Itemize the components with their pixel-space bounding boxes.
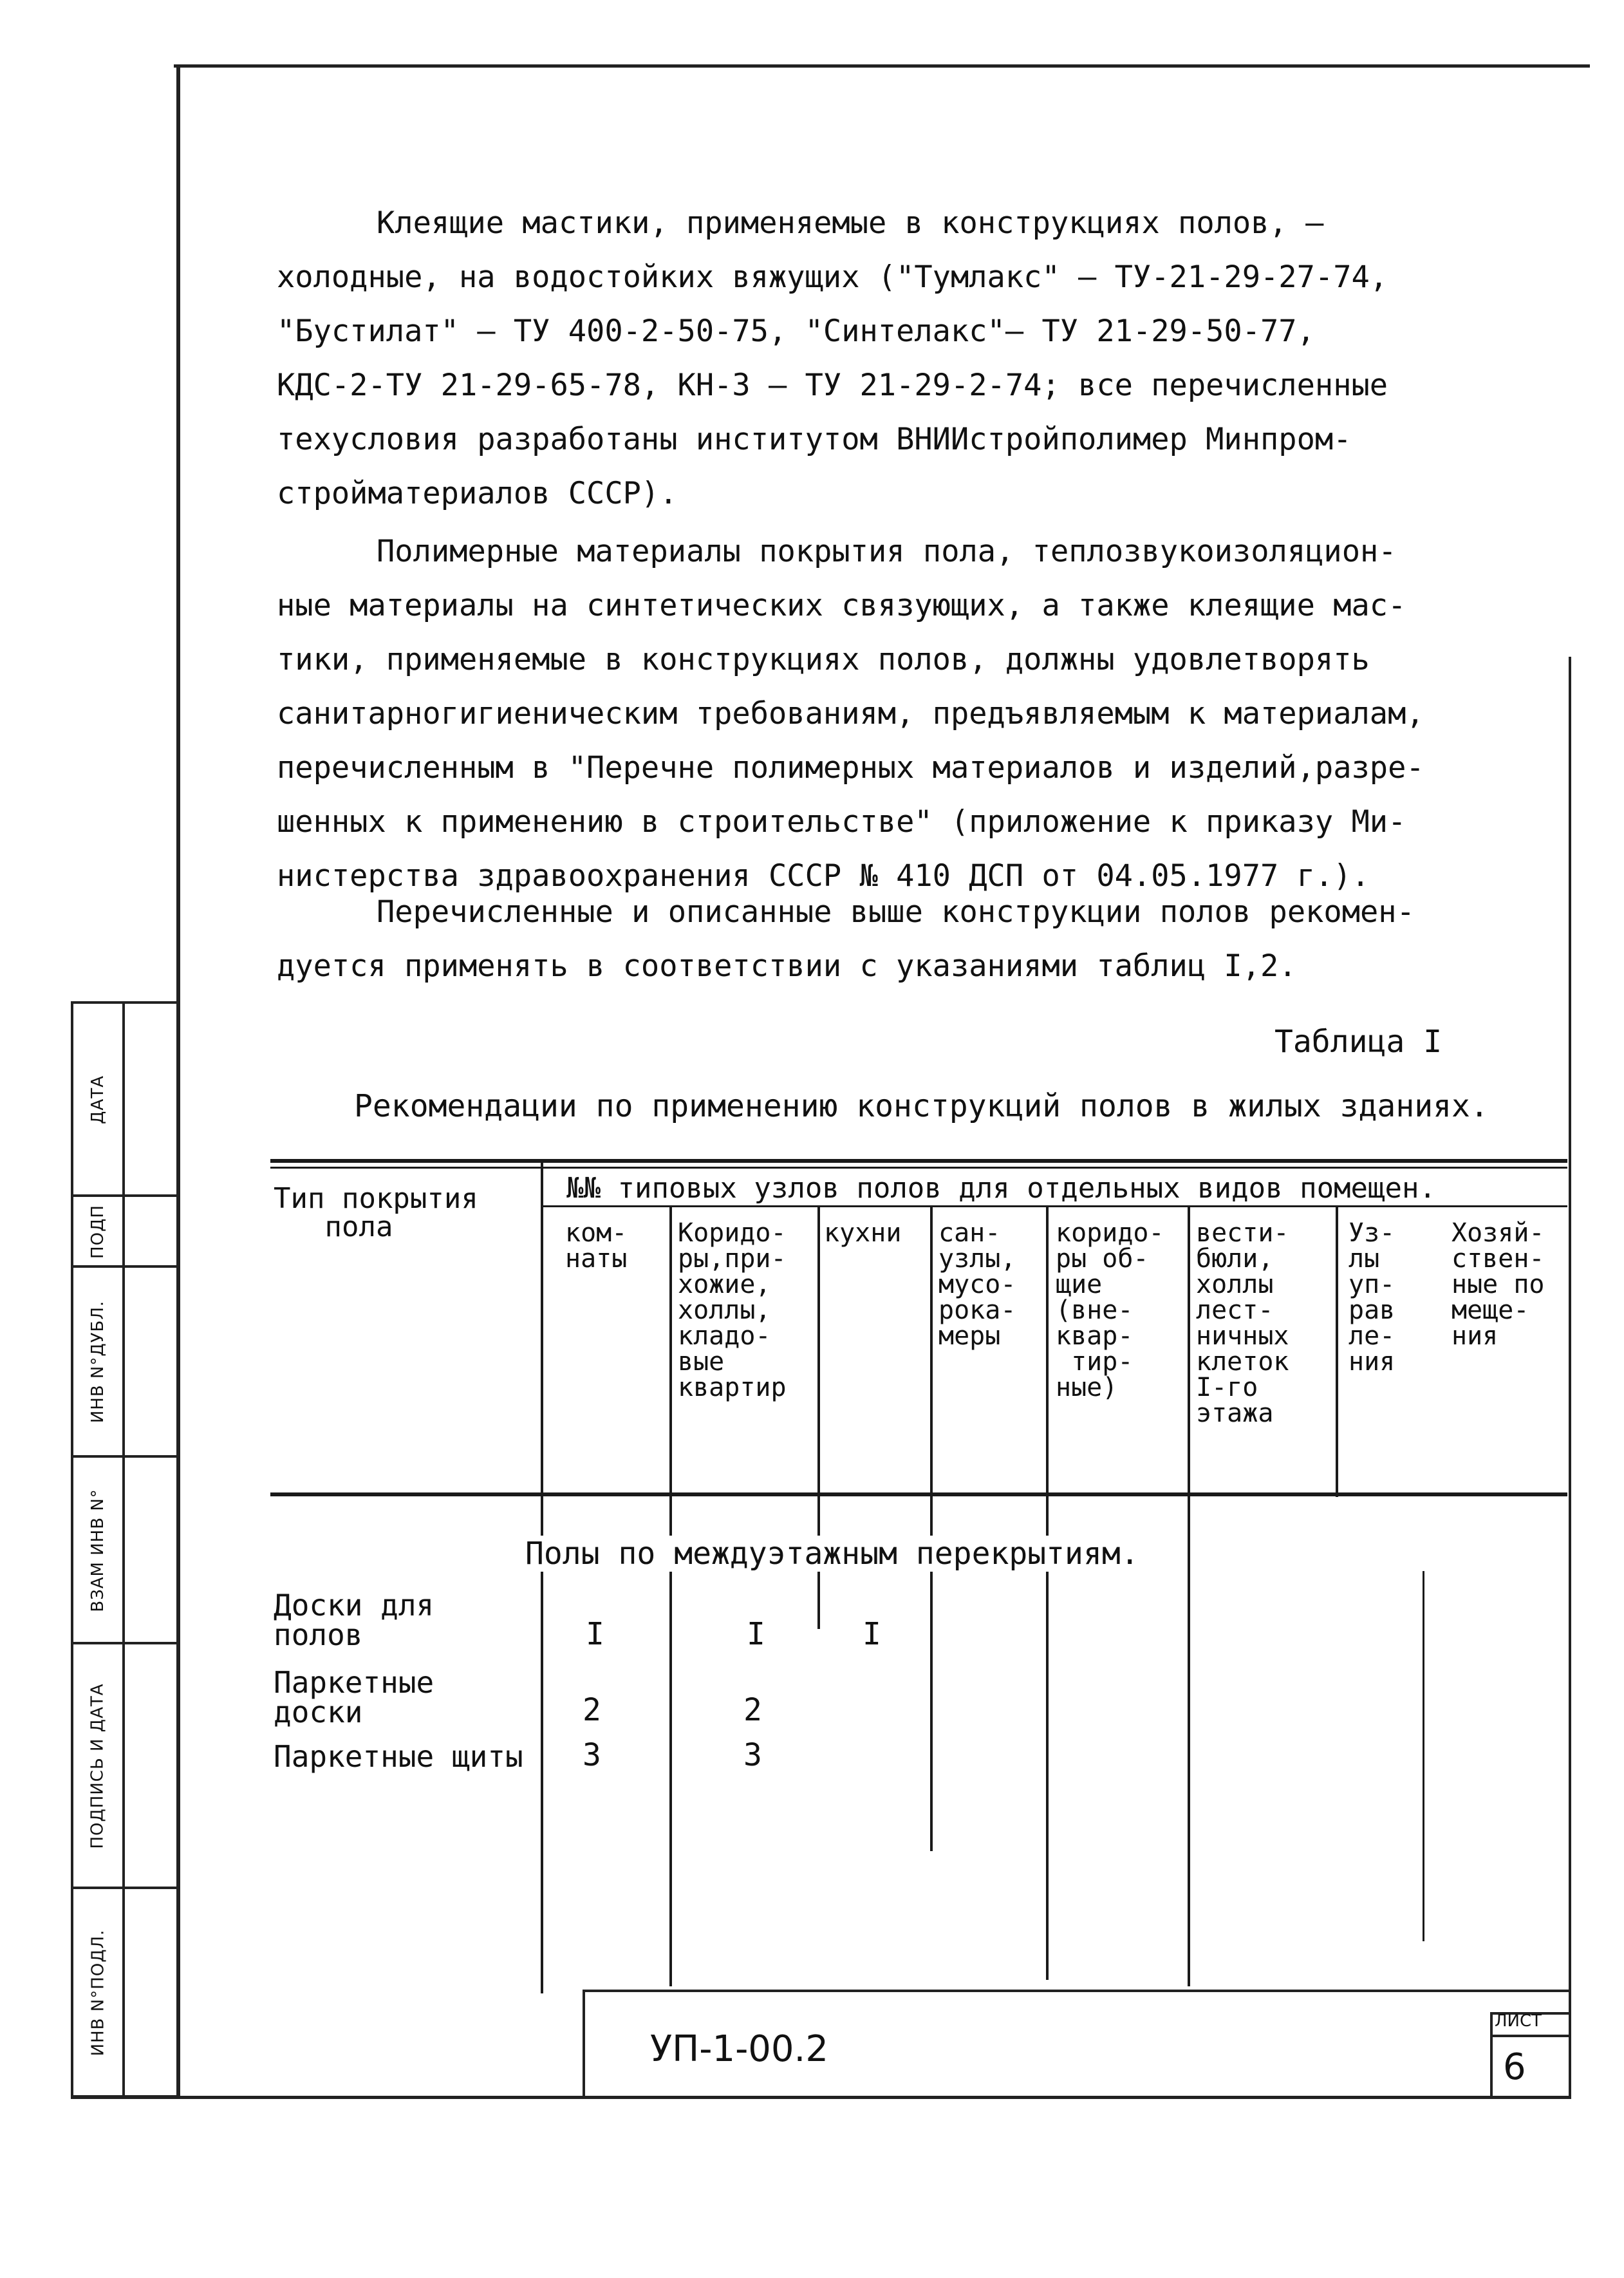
page-frame-right [1569,657,1571,2099]
table-cell: I [586,1616,604,1652]
header-line: Уз- [1349,1218,1395,1248]
table-col-divider [1423,1571,1424,1941]
text-line: санитарногигиеническим требованиям, предъявляемым к материалам, [277,696,1424,731]
header-kitchens [824,1220,901,1246]
text-line: ные материалы на синтетических связующих, а также клеящие мас- [277,588,1406,623]
header-line: ры,при- [678,1244,787,1274]
header-line: вести- [1196,1218,1289,1248]
stamp-label-sign: ПОДП [88,1204,108,1259]
table-col-divider [1336,1207,1338,1497]
title-block-left-rule [583,1990,585,2099]
text-line: перечисленным в "Перечне полимерных материалов и изделий,разре- [277,750,1424,786]
table-cell: 2 [743,1692,762,1728]
document-code: УП-1-00.2 [650,2028,828,2070]
paragraph-recommendation [277,885,1526,993]
paragraph-polymer-materials [277,525,1526,903]
header-line: лы [1349,1244,1380,1274]
header-line: коридо- [1056,1218,1164,1248]
header-line: этажа [1196,1398,1274,1428]
stamp-label-original-inv: ИНВ N°ПОДЛ. [88,1929,108,2057]
table-col-divider [541,1163,543,1993]
page-frame-bottom [71,2096,1571,2099]
table-cell: I [863,1616,881,1652]
row-label-line: доски [274,1695,363,1729]
header-line: уп- [1349,1270,1395,1299]
header-apartment-corridors [678,1220,787,1400]
text-line: КДС-2-ТУ 21-29-65-78, КН-3 – ТУ 21-29-2-74; все перечисленные [277,368,1388,403]
header-rooms [565,1220,627,1272]
table-title: Таблица I [1274,1024,1442,1060]
section-title: Полы по междуэтажным перекрытиям. [521,1536,1143,1572]
header-line: рока- [938,1295,1016,1325]
paragraph-adhesive-mastics [277,196,1526,521]
table-col-divider [1046,1207,1049,1980]
header-line: наты [565,1244,628,1274]
header-line: хожие, [678,1270,771,1299]
header-line: ные по [1451,1270,1545,1299]
header-line: кладо- [678,1321,771,1351]
text-line: Перечисленные и описанные выше конструкции полов рекомен- [377,894,1415,930]
header-common-corridors [1056,1220,1164,1400]
stamp-label-date: ДАТА [88,1075,107,1124]
header-line: меще- [1451,1295,1529,1325]
header-control-units [1349,1220,1395,1375]
header-line: ле- [1349,1321,1395,1351]
table-col-divider [930,1207,933,1851]
header-line: рав [1349,1295,1395,1325]
header-line: меры [938,1321,1001,1351]
table-cell: 2 [583,1692,601,1728]
header-line: щие [1056,1270,1103,1299]
stamp-label-signature-date: ПОДПИСЬ И ДАТА [88,1682,108,1849]
header-line: Коридо- [678,1218,787,1248]
text-line: "Бустилат" – ТУ 400-2-50-75, "Синтелакс"– ТУ 21-29-50-77, [277,314,1315,349]
sheet-label: ЛИСТ [1495,2011,1542,2031]
header-line: ры об- [1056,1244,1149,1274]
text-line: дуется применять в соответствии с указаниями таблиц I,2. [277,948,1297,984]
header-line: бюли, [1196,1244,1274,1274]
table-caption: Рекомендации по применению конструкций полов в жилых зданиях. [354,1088,1489,1124]
header-line: мусо- [938,1270,1016,1299]
header-line: квар- [1056,1321,1134,1351]
table-group-rule [541,1205,1567,1207]
row-label-line: Паркетные щиты [274,1739,523,1774]
table-header-bottom-rule [270,1492,1567,1496]
table-col-divider [669,1207,672,1986]
sheet-number-divider [1490,2035,1571,2037]
table-col-divider [1188,1207,1190,1986]
text-line: холодные, на водостойких вяжущих ("Тумлакс" – ТУ-21-29-27-74, [277,259,1388,295]
table-top-rule-double [270,1167,1567,1169]
title-block-top-rule [583,1990,1571,1992]
row-label-line: Доски для [274,1588,434,1623]
header-line: (вне- [1056,1295,1134,1325]
header-line: холлы, [678,1295,771,1325]
table-cell: 3 [743,1737,762,1773]
header-sanitary [938,1220,1016,1349]
text-line: Клеящие мастики, применяемые в конструкциях полов, — [377,205,1324,241]
header-line: холлы [1196,1270,1274,1299]
table-top-rule [270,1159,1567,1163]
header-line: Тип покрытия [274,1182,478,1215]
header-line: лест- [1196,1295,1274,1325]
sheet-number: 6 [1503,2046,1526,2088]
text-line: техусловия разработаны институтом ВНИИстройполимер Минпром- [277,422,1352,457]
header-line: ничных [1196,1321,1289,1351]
text-line: шенных к применению в строительстве" (приложение к приказу Ми- [277,804,1406,840]
table-cell: 3 [583,1737,601,1773]
row-label-parquet-boards [274,1665,434,1729]
header-utility-rooms [1451,1220,1545,1349]
text-line: тики, применяемые в конструкциях полов, должны удовлетворять [277,642,1370,677]
header-line: Хозяй- [1451,1218,1545,1248]
header-line: пола [274,1210,393,1243]
header-group: №№ типовых узлов полов для отдельных видов помещен. [566,1172,1437,1205]
table-cell: I [747,1616,765,1652]
text-line: Полимерные материалы покрытия пола, теплозвукоизоляцион- [377,534,1397,569]
header-vestibules [1196,1220,1289,1426]
header-line: клеток [1196,1347,1289,1377]
row-label-floor-boards [274,1590,434,1650]
text-line: нистерства здравоохранения СССР № 410 ДСП от 04.05.1977 г.). [277,858,1370,894]
header-line: ния [1349,1347,1395,1377]
row-label-line: полов [274,1617,363,1652]
row-label-line: Паркетные [274,1665,434,1700]
header-floor-type [274,1182,478,1243]
header-line: тир- [1056,1347,1134,1377]
header-line: узлы, [938,1244,1016,1274]
header-line: сан- [938,1218,1001,1248]
header-line: кухни [824,1218,902,1248]
header-line: ния [1451,1321,1498,1351]
row-label-parquet-panels [274,1739,523,1774]
page-frame-top [174,64,1590,68]
stamp-label-dup-inv: ИНВ N°ДУБЛ. [88,1300,108,1424]
header-line: квартир [678,1373,787,1402]
stamp-label-replace-inv: ВЗАМ ИНВ N° [88,1488,108,1612]
header-line: ствен- [1451,1244,1545,1274]
header-line: I-го [1196,1373,1258,1402]
header-line: ные) [1056,1373,1118,1402]
header-line: ком- [565,1218,628,1248]
header-line: вые [678,1347,725,1377]
text-line: стройматериалов СССР). [277,476,678,511]
